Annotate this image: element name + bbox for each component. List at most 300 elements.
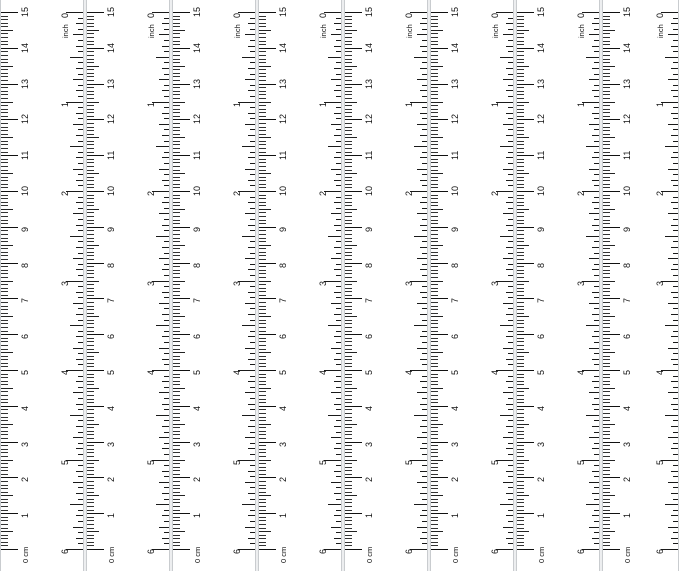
ruler-tick-cm: [517, 259, 524, 260]
ruler-tick-cm: [345, 252, 352, 253]
ruler-tick-inch: [671, 68, 678, 69]
ruler-tick-cm: [345, 238, 352, 239]
ruler-tick-cm: [259, 377, 266, 378]
ruler-tick-inch: [420, 225, 427, 226]
ruler-tick-cm: [1, 255, 8, 256]
ruler-tick-cm: [1, 445, 8, 446]
ruler-tick-cm: [345, 137, 357, 138]
ruler-tick-inch: [250, 353, 255, 354]
ruler-tick-cm: [87, 234, 94, 235]
ruler-tick-cm: [87, 345, 94, 346]
ruler-tick-cm: [259, 417, 266, 418]
ruler-tick-cm: [87, 84, 104, 85]
cm-label: 1: [106, 512, 116, 518]
ruler-tick-cm: [87, 298, 104, 299]
ruler-tick-inch: [422, 364, 427, 365]
ruler-tick-inch: [78, 118, 83, 119]
ruler-tick-inch: [250, 454, 255, 455]
cm-label: 7: [20, 297, 30, 303]
ruler-tick-cm: [259, 198, 266, 199]
ruler-tick-inch: [250, 510, 255, 511]
ruler-tick-cm: [1, 370, 18, 371]
ruler-tick-cm: [87, 48, 104, 49]
ruler-tick-cm: [173, 542, 180, 543]
ruler-tick-inch: [422, 62, 427, 63]
ruler-tick-cm: [431, 87, 438, 88]
ruler-tick-cm: [603, 230, 610, 231]
ruler-tick-cm: [1, 391, 8, 392]
cm-label: 9: [278, 226, 288, 232]
ruler-tick-inch: [156, 415, 169, 416]
ruler-tick-cm: [345, 195, 352, 196]
ruler-tick-cm: [431, 513, 448, 514]
ruler-tick-cm: [1, 84, 18, 85]
ruler-tick-cm: [1, 109, 8, 110]
ruler-tick-inch: [422, 532, 427, 533]
ruler-tick-cm: [517, 173, 529, 174]
ruler-tick-cm: [603, 130, 610, 131]
ruler-tick-inch: [331, 348, 341, 349]
ruler-tick-inch: [162, 180, 169, 181]
ruler-tick-cm: [259, 442, 276, 443]
ruler-tick-inch: [250, 74, 255, 75]
ruler-tick-cm: [1, 442, 18, 443]
ruler-tick-inch: [506, 46, 513, 47]
cm-label: 9: [536, 226, 546, 232]
ruler-tick-inch: [250, 342, 255, 343]
ruler-tick-cm: [87, 263, 104, 264]
ruler: [86, 0, 170, 571]
ruler-tick-cm: [173, 216, 180, 217]
ruler-tick-cm: [1, 59, 8, 60]
ruler-tick-cm: [603, 467, 610, 468]
ruler-tick-inch: [508, 510, 513, 511]
ruler-tick-inch: [673, 499, 678, 500]
ruler-tick-inch: [76, 90, 83, 91]
inch-label: 6: [490, 548, 500, 554]
ruler-face: [516, 0, 600, 571]
ruler-tick-inch: [671, 336, 678, 337]
ruler-tick-inch: [589, 34, 599, 35]
ruler-tick-cm: [603, 277, 610, 278]
ruler-tick-cm: [345, 209, 357, 210]
ruler-tick-inch: [594, 465, 599, 466]
ruler-tick-cm: [431, 388, 443, 389]
ruler-tick-cm: [431, 434, 438, 435]
ruler-tick-cm: [173, 159, 180, 160]
ruler-tick-inch: [422, 18, 427, 19]
ruler-tick-inch: [250, 364, 255, 365]
ruler-tick-cm: [1, 481, 8, 482]
ruler-tick-inch: [164, 286, 169, 287]
ruler-tick-cm: [603, 184, 610, 185]
ruler-tick-cm: [431, 119, 448, 120]
ruler-tick-cm: [173, 173, 185, 174]
cm-label: 4: [278, 405, 288, 411]
ruler-tick-cm: [173, 434, 180, 435]
ruler-tick-inch: [417, 437, 427, 438]
ruler-tick-inch: [78, 376, 83, 377]
ruler-tick-inch: [673, 353, 678, 354]
ruler-tick-inch: [162, 448, 169, 449]
ruler-tick-cm: [603, 524, 610, 525]
ruler-tick-inch: [506, 493, 513, 494]
ruler-tick-cm: [345, 327, 352, 328]
ruler-tick-inch: [331, 169, 341, 170]
ruler-tick-cm: [1, 220, 8, 221]
ruler-tick-cm: [603, 481, 610, 482]
ruler-tick-inch: [164, 40, 169, 41]
cm-label: 4: [536, 405, 546, 411]
ruler-tick-cm: [1, 359, 8, 360]
ruler-tick-inch: [508, 174, 513, 175]
ruler: [172, 0, 256, 571]
ruler-tick-cm: [431, 488, 438, 489]
inch-label: 0: [576, 12, 586, 18]
inch-label: 2: [232, 190, 242, 196]
ruler-tick-cm: [1, 460, 13, 461]
ruler-tick-cm: [345, 266, 352, 267]
ruler-tick-cm: [603, 209, 615, 210]
ruler-tick-inch: [671, 426, 678, 427]
ruler-tick-cm: [87, 184, 94, 185]
ruler-tick-cm: [87, 413, 94, 414]
ruler-tick-inch: [422, 40, 427, 41]
ruler-tick-cm: [173, 488, 180, 489]
ruler-tick-cm: [517, 352, 529, 353]
ruler-tick-cm: [603, 316, 615, 317]
ruler-tick-cm: [345, 542, 352, 543]
ruler-tick-inch: [671, 359, 678, 360]
ruler-tick-cm: [259, 12, 276, 13]
ruler-tick-cm: [259, 445, 266, 446]
ruler-tick-inch: [422, 454, 427, 455]
ruler-tick-inch: [500, 236, 513, 237]
ruler-tick-cm: [517, 212, 524, 213]
ruler-tick-cm: [431, 306, 438, 307]
ruler-tick-cm: [431, 316, 443, 317]
ruler-tick-cm: [431, 30, 443, 31]
ruler-tick-cm: [173, 302, 180, 303]
ruler-tick-cm: [603, 291, 610, 292]
ruler-tick-cm: [603, 298, 620, 299]
ruler-tick-inch: [422, 241, 427, 242]
ruler-tick-cm: [87, 442, 104, 443]
ruler-tick-cm: [87, 485, 94, 486]
ruler-tick-inch: [665, 236, 678, 237]
ruler-tick-inch: [78, 543, 83, 544]
ruler-tick-cm: [259, 80, 266, 81]
ruler-tick-cm: [517, 281, 529, 282]
ruler-tick-cm: [517, 98, 524, 99]
ruler-tick-inch: [336, 465, 341, 466]
ruler-tick-inch: [508, 364, 513, 365]
ruler-tick-cm: [87, 295, 94, 296]
ruler-tick-cm: [87, 119, 104, 120]
ruler-tick-inch: [164, 197, 169, 198]
ruler-tick-cm: [1, 273, 8, 274]
ruler-tick-cm: [1, 452, 8, 453]
ruler-tick-inch: [78, 331, 83, 332]
ruler-tick-inch: [78, 197, 83, 198]
cm-label: 15: [20, 6, 30, 17]
ruler-tick-cm: [431, 255, 438, 256]
ruler-tick-inch: [164, 398, 169, 399]
ruler-tick-inch: [506, 314, 513, 315]
ruler-tick-inch: [328, 415, 341, 416]
ruler-tick-cm: [173, 109, 180, 110]
ruler-tick-cm: [431, 291, 438, 292]
ruler-tick-inch: [422, 499, 427, 500]
ruler-tick-cm: [517, 477, 534, 478]
ruler-tick-cm: [345, 442, 362, 443]
ruler-tick-cm: [87, 44, 94, 45]
ruler-tick-cm: [431, 155, 448, 156]
ruler-tick-cm: [345, 33, 352, 34]
ruler-tick-inch: [422, 85, 427, 86]
ruler-tick-inch: [500, 504, 513, 505]
ruler-tick-cm: [517, 26, 524, 27]
ruler-tick-inch: [594, 443, 599, 444]
ruler-tick-cm: [345, 481, 352, 482]
ruler-tick-cm: [345, 298, 362, 299]
ruler-tick-cm: [1, 420, 8, 421]
ruler-tick-inch: [422, 208, 427, 209]
ruler-tick-inch: [334, 225, 341, 226]
ruler-tick-cm: [345, 62, 352, 63]
ruler-tick-inch: [673, 376, 678, 377]
ruler-tick-cm: [1, 352, 13, 353]
ruler-tick-inch: [336, 342, 341, 343]
ruler-tick-inch: [162, 515, 169, 516]
ruler-tick-inch: [673, 420, 678, 421]
ruler-tick-cm: [259, 363, 266, 364]
ruler-tick-inch: [673, 543, 678, 544]
ruler-tick-inch: [78, 286, 83, 287]
ruler-tick-inch: [508, 387, 513, 388]
ruler-tick-cm: [345, 406, 362, 407]
ruler-tick-cm: [259, 374, 266, 375]
ruler-tick-inch: [668, 392, 678, 393]
ruler-tick-cm: [603, 127, 610, 128]
cm-unit-label: 0 cm: [451, 546, 460, 563]
ruler-tick-cm: [431, 152, 438, 153]
cm-label: 10: [364, 185, 374, 196]
ruler-tick-cm: [345, 388, 357, 389]
ruler-tick-cm: [603, 295, 610, 296]
inch-label: 4: [576, 369, 586, 375]
ruler-tick-cm: [87, 545, 94, 546]
cm-label: 11: [450, 150, 460, 160]
ruler-tick-cm: [1, 263, 18, 264]
ruler-tick-cm: [1, 284, 8, 285]
ruler-tick-cm: [603, 302, 610, 303]
ruler-tick-cm: [431, 402, 438, 403]
ruler-tick-inch: [250, 275, 255, 276]
inch-label: 0: [232, 12, 242, 18]
ruler-tick-inch: [673, 454, 678, 455]
ruler-tick-cm: [87, 417, 94, 418]
ruler-tick-cm: [345, 281, 357, 282]
ruler-tick-inch: [594, 129, 599, 130]
ruler-tick-cm: [345, 427, 352, 428]
ruler-tick-cm: [259, 370, 276, 371]
ruler-tick-cm: [431, 73, 438, 74]
inch-label: 6: [146, 548, 156, 554]
ruler-tick-cm: [87, 259, 94, 260]
ruler-tick-inch: [594, 107, 599, 108]
ruler-tick-cm: [345, 255, 352, 256]
ruler-tick-inch: [78, 409, 83, 410]
ruler-tick-cm: [345, 535, 352, 536]
ruler-tick-cm: [517, 33, 524, 34]
ruler-tick-cm: [345, 381, 352, 382]
ruler-tick-inch: [671, 448, 678, 449]
ruler-tick-cm: [345, 295, 352, 296]
ruler-tick-cm: [517, 298, 534, 299]
ruler-tick-inch: [336, 331, 341, 332]
ruler-tick-inch: [336, 409, 341, 410]
ruler-tick-cm: [431, 542, 438, 543]
ruler-tick-inch: [594, 208, 599, 209]
ruler-tick-cm: [1, 212, 8, 213]
ruler-tick-cm: [345, 26, 352, 27]
ruler-tick-inch: [422, 443, 427, 444]
ruler-tick-cm: [517, 345, 524, 346]
ruler-tick-inch: [70, 504, 83, 505]
ruler-tick-cm: [259, 19, 266, 20]
cm-label: 1: [278, 512, 288, 518]
inch-label: 0: [490, 12, 500, 18]
ruler-tick-cm: [603, 105, 610, 106]
ruler-tick-inch: [336, 174, 341, 175]
ruler-tick-inch: [250, 331, 255, 332]
ruler-tick-inch: [673, 487, 678, 488]
ruler-tick-cm: [431, 485, 438, 486]
ruler-tick-cm: [259, 220, 266, 221]
ruler-tick-inch: [159, 79, 169, 80]
inch-label: 1: [404, 101, 414, 107]
ruler-tick-inch: [503, 437, 513, 438]
cm-label: 4: [450, 405, 460, 411]
ruler-tick-inch: [162, 135, 169, 136]
ruler-tick-cm: [87, 431, 94, 432]
ruler-tick-inch: [506, 68, 513, 69]
ruler-tick-inch: [76, 23, 83, 24]
ruler-tick-cm: [87, 51, 94, 52]
ruler-tick-cm: [1, 123, 8, 124]
ruler-tick-cm: [517, 316, 529, 317]
ruler-tick-cm: [173, 524, 180, 525]
ruler-tick-cm: [431, 341, 438, 342]
ruler-tick-cm: [1, 191, 18, 192]
ruler-tick-cm: [431, 51, 438, 52]
ruler-tick-cm: [517, 12, 534, 13]
ruler-tick-inch: [242, 146, 255, 147]
ruler-tick-inch: [164, 185, 169, 186]
ruler-tick-cm: [1, 388, 13, 389]
ruler-tick-cm: [87, 356, 94, 357]
ruler-tick-inch: [671, 404, 678, 405]
cm-label: 3: [192, 441, 202, 447]
inch-label: 0: [60, 12, 70, 18]
ruler-tick-inch: [673, 197, 678, 198]
ruler-tick-cm: [1, 427, 8, 428]
ruler-tick-inch: [162, 404, 169, 405]
cm-label: 4: [622, 405, 632, 411]
ruler-tick-cm: [517, 266, 524, 267]
ruler-tick-cm: [517, 230, 524, 231]
ruler-tick-cm: [431, 356, 438, 357]
ruler-tick-inch: [248, 157, 255, 158]
ruler-tick-cm: [1, 241, 8, 242]
ruler-tick-cm: [345, 284, 352, 285]
ruler-tick-inch: [336, 118, 341, 119]
ruler-tick-cm: [345, 349, 352, 350]
ruler-tick-cm: [173, 255, 180, 256]
ruler-tick-cm: [1, 73, 8, 74]
ruler-tick-inch: [592, 314, 599, 315]
ruler-tick-cm: [173, 331, 180, 332]
inch-label: 3: [232, 280, 242, 286]
ruler-tick-cm: [259, 510, 266, 511]
ruler-tick-inch: [508, 342, 513, 343]
ruler-tick-cm: [431, 345, 438, 346]
inch-label: 2: [146, 190, 156, 196]
ruler-tick-cm: [603, 16, 610, 17]
ruler-tick-cm: [1, 356, 8, 357]
ruler-tick-cm: [603, 141, 610, 142]
ruler-tick-inch: [331, 527, 341, 528]
ruler-tick-inch: [594, 62, 599, 63]
ruler-tick-cm: [259, 184, 266, 185]
cm-label: 2: [622, 476, 632, 482]
ruler-tick-cm: [431, 26, 438, 27]
cm-label: 1: [20, 512, 30, 518]
ruler-tick-inch: [589, 348, 599, 349]
ruler-tick-inch: [594, 432, 599, 433]
ruler-tick-inch: [508, 85, 513, 86]
ruler-tick-cm: [259, 173, 271, 174]
ruler-tick-inch: [417, 348, 427, 349]
ruler-tick-cm: [87, 159, 94, 160]
ruler-tick-cm: [259, 273, 266, 274]
ruler-tick-cm: [345, 223, 352, 224]
ruler-tick-cm: [87, 245, 99, 246]
ruler-tick-inch: [594, 331, 599, 332]
ruler-tick-inch: [417, 169, 427, 170]
ruler-tick-cm: [517, 495, 529, 496]
ruler-tick-cm: [1, 309, 8, 310]
ruler-tick-inch: [594, 476, 599, 477]
ruler-tick-cm: [87, 306, 94, 307]
ruler-tick-inch: [336, 443, 341, 444]
ruler-tick-cm: [603, 187, 610, 188]
cm-label: 10: [106, 185, 116, 196]
ruler-tick-cm: [345, 528, 352, 529]
ruler-tick-inch: [508, 297, 513, 298]
ruler-tick-cm: [259, 349, 266, 350]
ruler-face: [0, 0, 84, 571]
ruler-tick-cm: [87, 98, 94, 99]
ruler-tick-cm: [431, 98, 438, 99]
ruler-tick-cm: [87, 395, 94, 396]
ruler-tick-cm: [87, 91, 94, 92]
ruler-tick-inch: [592, 247, 599, 248]
ruler-tick-cm: [603, 460, 615, 461]
ruler-tick-cm: [431, 202, 438, 203]
inch-unit-label: inch: [656, 24, 665, 38]
